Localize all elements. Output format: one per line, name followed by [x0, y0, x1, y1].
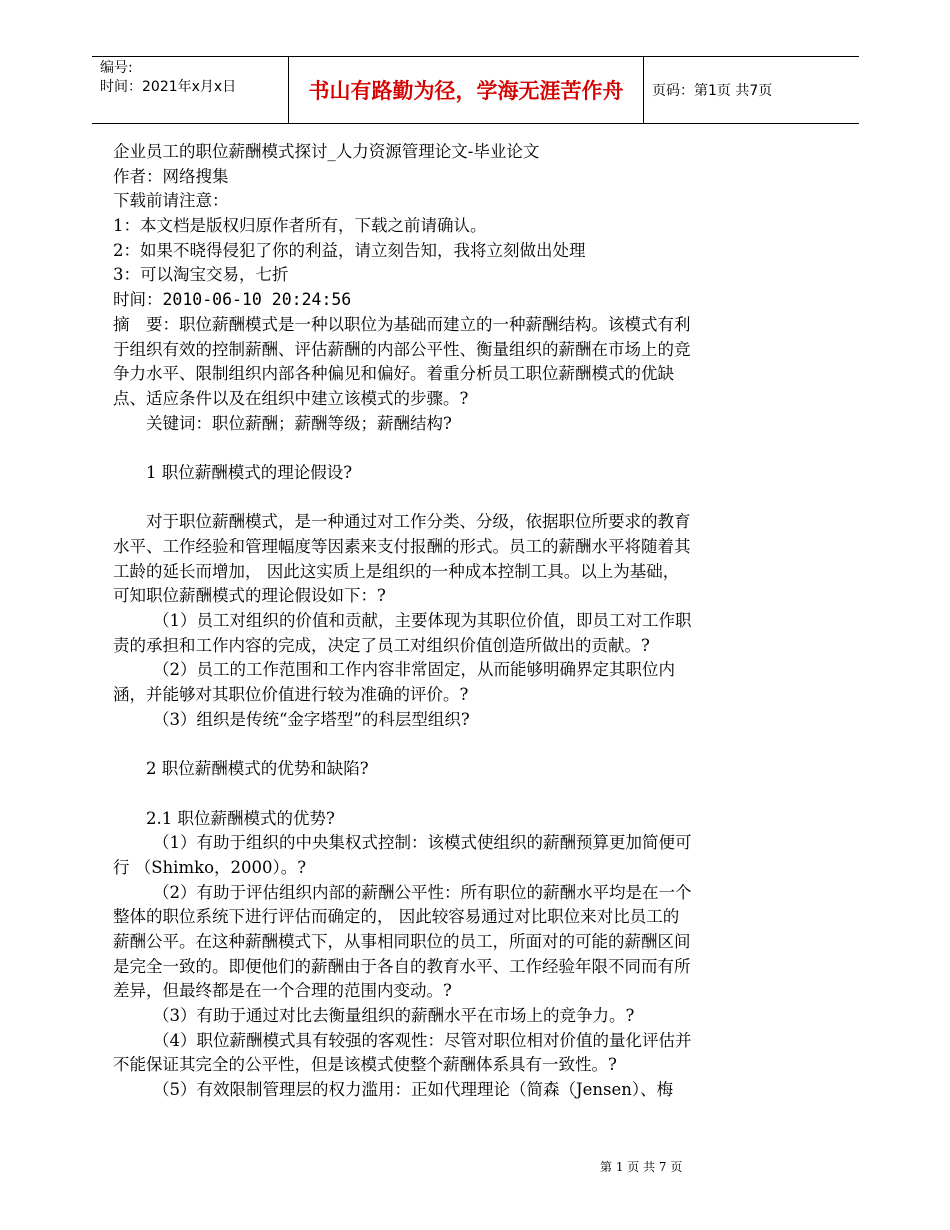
- abstract-line: 点、适应条件以及在组织中建立该模式的步骤。?: [113, 388, 469, 408]
- page-footer: 第 1 页 共 7 页: [600, 1160, 683, 1174]
- abstract-line: 摘 要：职位薪酬模式是一种以职位为基础而建立的一种薪酬结构。该模式有利: [113, 314, 691, 334]
- header-page-info: 页码：第1页 共7页: [652, 83, 773, 99]
- document-number-label: 编号:: [100, 60, 133, 76]
- paragraph-line: （1）有助于组织的中央集权式控制：该模式使组织的薪酬预算更加简便可: [153, 833, 692, 853]
- section-heading-1: 1 职位薪酬模式的理论假设?: [146, 462, 353, 482]
- paragraph-line: 整体的职位系统下进行评估而确定的， 因此较容易通过对比职位来对比员工的: [113, 907, 680, 927]
- assumption-item-1: [113, 609, 773, 658]
- notice-item: 3：可以淘宝交易，七折: [113, 265, 289, 285]
- abstract-line: 于组织有效的控制薪酬、评估薪酬的内部公平性、衡量组织的薪酬在市场上的竞: [113, 339, 691, 359]
- advantage-item-4: [113, 1029, 773, 1078]
- assumption-item-3: （3）组织是传统“金字塔型”的科层型组织?: [153, 709, 470, 729]
- paragraph-line: （4）职位薪酬模式具有较强的客观性：尽管对职位相对价值的量化评估并: [153, 1030, 692, 1050]
- notice-heading: 下载前请注意：: [113, 191, 229, 211]
- paragraph-line: 责的承担和工作内容的完成，决定了员工对组织价值创造所做出的贡献。?: [113, 635, 650, 655]
- paragraph-line: 水平、工作经验和管理幅度等因素来支付报酬的形式。员工的薪酬水平将随着其: [113, 537, 691, 556]
- paragraph-line: 对于职位薪酬模式，是一种通过对工作分类、分级，依据职位所要求的教育: [146, 512, 691, 532]
- document-time-label: 时间：2021年x月x日: [100, 79, 237, 95]
- paragraph-line: （1）员工对组织的价值和贡献，主要体现为其职位价值，即员工对工作职: [153, 611, 692, 631]
- paragraph-line: 薪酬公平。在这种薪酬模式下，从事相同职位的员工，所面对的可能的薪酬区间: [113, 932, 691, 951]
- page-header: [92, 56, 859, 124]
- advantage-item-1: [113, 831, 773, 880]
- section1-paragraph: [113, 510, 773, 609]
- section-heading-2-1: 2.1 职位薪酬模式的优势?: [146, 808, 335, 828]
- notice-item: 1：本文档是版权归原作者所有，下载之前请确认。: [113, 216, 487, 236]
- keywords-line: 关键词：职位薪酬；薪酬等级；薪酬结构?: [146, 413, 452, 433]
- paragraph-line: 不能保证其完全的公平性，但是该模式使整个薪酬体系具有一致性。?: [113, 1055, 617, 1075]
- section-heading-2: 2 职位薪酬模式的优势和缺陷?: [146, 759, 369, 779]
- header-motto: 书山有路勤为径，学海无涯苦作舟: [288, 57, 644, 123]
- paragraph-line: （2）员工的工作范围和工作内容非常固定，从而能够明确界定其职位内: [153, 660, 675, 680]
- author-line: 作者：网络搜集: [113, 166, 229, 186]
- paragraph-line: 涵，并能够对其职位价值进行较为准确的评价。?: [113, 685, 469, 705]
- paragraph-line: 差异，但最终都是在一个合理的范围内变动。?: [113, 981, 452, 1001]
- advantage-item-3: （3）有助于通过对比去衡量组织的薪酬水平在市场上的竞争力。?: [153, 1006, 635, 1026]
- paragraph-line: 可知职位薪酬模式的理论假设如下：?: [113, 586, 386, 606]
- timestamp-line: 时间：2010-06-10 20:24:56: [113, 290, 352, 310]
- abstract-paragraph: [113, 313, 773, 412]
- abstract-line: 争力水平、限制组织内部各种偏见和偏好。着重分析员工职位薪酬模式的优缺: [113, 364, 674, 384]
- paragraph-line: （2）有助于评估组织内部的薪酬公平性：所有职位的薪酬水平均是在一个: [153, 882, 692, 902]
- advantage-item-5: （5）有效限制管理层的权力滥用：正如代理理论（简森（Jensen）、梅: [153, 1080, 674, 1100]
- document-title: 企业员工的职位薪酬模式探讨_人力资源管理论文-毕业论文: [113, 142, 540, 161]
- notice-item: 2：如果不晓得侵犯了你的利益，请立刻告知，我将立刻做出处理: [113, 240, 586, 260]
- paragraph-line: 行 （Shimko，2000）。?: [113, 857, 307, 877]
- paragraph-line: 工龄的延长而增加， 因此这实质上是组织的一种成本控制工具。以上为基础，: [113, 561, 680, 581]
- assumption-item-2: [113, 658, 773, 707]
- paragraph-line: 是完全一致的。即便他们的薪酬由于各自的教育水平、工作经验年限不同而有所: [113, 956, 691, 976]
- header-meta: [92, 57, 288, 123]
- document-body: [113, 140, 773, 1103]
- advantage-item-2: [113, 881, 773, 1004]
